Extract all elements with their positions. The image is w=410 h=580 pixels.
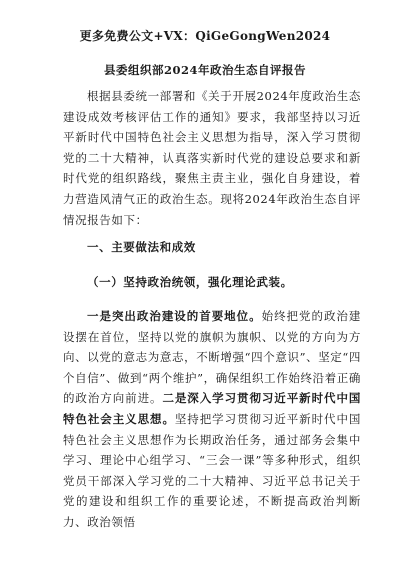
lead-sentence-1: 一是突出政治建设的首要地位。: [87, 309, 262, 323]
lead-sentence-2: 二是深入学习贯彻习近平新时代中国特色社会主义思想。: [63, 391, 361, 426]
document-title: 县委组织部2024年政治生态自评报告: [103, 63, 306, 77]
intro-paragraph: 根据县委统一部署和《关于开展2024年度政治生态建设成效考核评估工作的通知》要求，我部坚持以习近平新时代中国特色社会主义思想为指导，深入学习贯彻党的二十大精神，认真落实新时代党的建设总要求和新时代党的组织路线，聚焦主责主业，强化自身建设，着力营造风清气正的政治生态。现将2024年政治生态自评情况报告如下：: [63, 89, 361, 227]
body-paragraph: [63, 306, 361, 533]
body-text-2: 坚持把学习贯彻习近平新时代中国特色社会主义思想作为长期政治任务，通过部务会集中学习、理论中心组学习、“三会一课”等多种形式，组织党员干部深入学习党的二十大精神、习近平总书记关于党的建设和组织工作的重要论述，不断提高政治判断力、政治领悟: [63, 411, 361, 529]
section-heading: 一、主要做法和成效: [87, 240, 196, 254]
watermark-header: 更多免费公文+VX：QiGeGongWen2024: [79, 29, 331, 43]
subsection-heading: （一）坚持政治统领，强化理论武装。: [87, 275, 293, 289]
body-text-1: 始终把党的政治建设摆在首位，坚持以党的旗帜为旗帜、以党的方向为方向、以党的意志为意志，不断增强“四个意识”、坚定“四个自信”、做到“两个维护”，确保组织工作始终沿着正确的政治方向前进。: [63, 309, 361, 406]
